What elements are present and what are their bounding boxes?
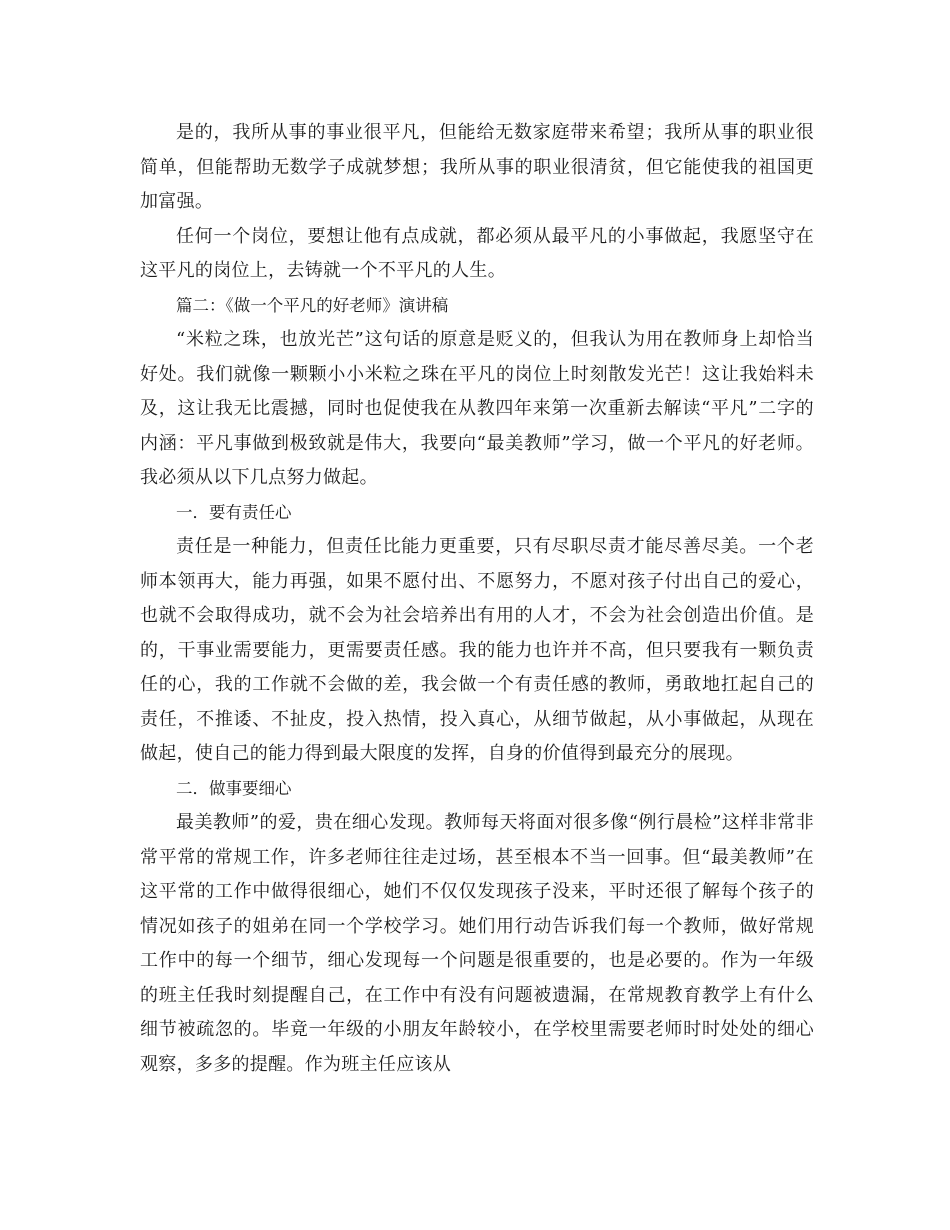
section-heading: 二．做事要细心 — [176, 778, 292, 798]
paragraph: “米粒之珠，也放光芒”这句话的原意是贬义的，但我认为用在教师身上却恰当好处。我们就像一颗颗小小米粒之珠在平凡的岗位上时刻散发光芒！这让我始料未及，这让我无比震撼，同时也促使我在从教四年来第一次重新去解读“平凡”二字的内涵：平凡事做到极致就是伟大，我要向“最美教师”学习，做一个平凡的好老师。我必须从以下几点努力做起。 — [140, 329, 814, 488]
section-heading: 一．要有责任心 — [176, 502, 292, 522]
document-page — [140, 116, 814, 1082]
section-title: 篇二：《做一个平凡的好老师》演讲稿 — [176, 295, 449, 315]
paragraph: 最美教师”的爱，贵在细心发现。教师每天将面对很多像“例行晨检”这样非常非常平常的常规工作，许多老师往往走过场，甚至根本不当一回事。但“最美教师”在这平常的工作中做得很细心，她们不仅仅发现孩子没来，平时还很了解每个孩子的情况如孩子的姐弟在同一个学校学习。她们用行动告诉我们每一个教师，做好常规工作中的每一个细节，细心发现每一个问题是很重要的，也是必要的。作为一年级的班主任我时刻提醒自己，在工作中有没有问题被遗漏，在常规教育教学上有什么细节被疏忽的。毕竟一年级的小朋友年龄较小，在学校里需要老师时时处处的细心观察，多多的提醒。作为班主任应该从 — [140, 812, 814, 1075]
paragraph: 任何一个岗位，要想让他有点成就，都必须从最平凡的小事做起，我愿坚守在这平凡的岗位上，去铸就一个不平凡的人生。 — [140, 225, 814, 281]
paragraph: 责任是一种能力，但责任比能力更重要，只有尽职尽责才能尽善尽美。一个老师本领再大，能力再强，如果不愿付出、不愿努力，不愿对孩子付出自己的爱心，也就不会取得成功，就不会为社会培养出有用的人才，不会为社会创造出价值。是的，干事业需要能力，更需要责任感。我的能力也许并不高，但只要我有一颗负责任的心，我的工作就不会做的差，我会做一个有责任感的教师，勇敢地扛起自己的责任，不推诿、不扯皮，投入热情，投入真心，从细节做起，从小事做起，从现在做起，使自己的能力得到最大限度的发挥，自身的价值得到最充分的展现。 — [140, 536, 814, 764]
paragraph: 是的，我所从事的事业很平凡，但能给无数家庭带来希望；我所从事的职业很简单，但能帮助无数学子成就梦想；我所从事的职业很清贫，但它能使我的祖国更加富强。 — [140, 122, 814, 212]
